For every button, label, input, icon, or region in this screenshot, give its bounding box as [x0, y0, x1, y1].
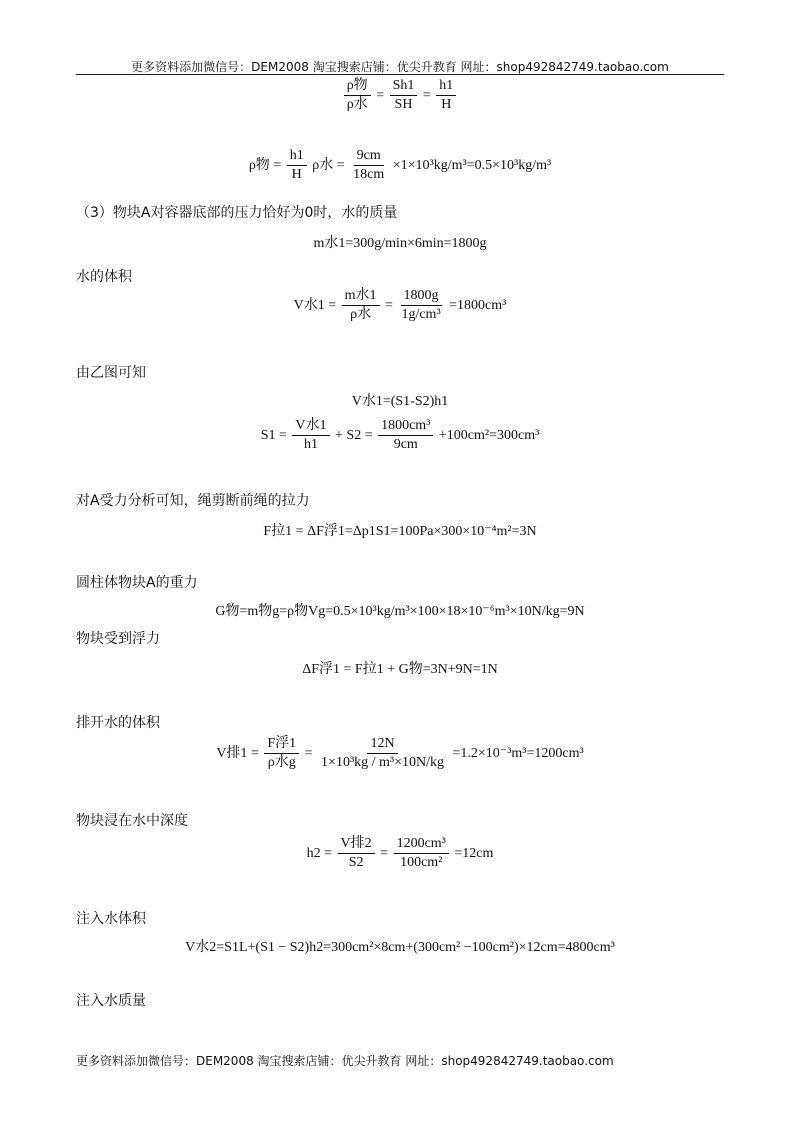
- equation-tension: F拉1 = ΔF浮1=Δp1S1=100Pa×300×10⁻⁴m²=3N: [263, 524, 537, 539]
- numerator: 1800g: [401, 288, 442, 306]
- equation-object-density: ρ物 = $\frac{h1}{H}$ ρ水 = $\frac{9cm}{18cm}$ ×1×10³kg/m³=0.5×10³kg/m³: [248, 148, 552, 183]
- numerator: 12N: [367, 736, 397, 754]
- result: =1800cm³: [449, 297, 507, 313]
- denominator: SH: [394, 97, 413, 113]
- fraction: [287, 148, 307, 183]
- lhs: V排1: [216, 745, 248, 761]
- denominator: 1g/cm³: [401, 307, 441, 323]
- paragraph: 水的体积: [76, 269, 132, 285]
- denominator: 1×10³kg / m³×10N/kg: [321, 755, 445, 771]
- fraction: [342, 288, 380, 323]
- fraction: [398, 288, 443, 323]
- term: ρ水: [312, 157, 334, 173]
- denominator: ρ水: [346, 97, 368, 113]
- numerator: h1: [436, 78, 456, 96]
- numerator: 1800cm³: [378, 418, 433, 436]
- paragraph: 圆柱体物块A的重力: [76, 575, 198, 591]
- numerator: 9cm: [354, 148, 384, 166]
- lhs: S1: [260, 427, 276, 443]
- header-divider: [76, 74, 724, 75]
- numerator: ρ物: [344, 78, 371, 96]
- numerator: 1200cm³: [394, 836, 449, 854]
- equation-water-volume: V水1 = $\frac{\text{m水1}}{\text{ρ水}}$ = $\frac{1800g}{\text{1g/cm³}}$ =1800cm³: [293, 288, 507, 323]
- denominator: ρ水g: [267, 755, 296, 771]
- page-footer: 更多资料添加微信号：DEM2008 淘宝搜索店铺：优尖升教育 网址：shop492842749.taobao.com: [76, 1054, 614, 1068]
- fraction: [338, 836, 375, 871]
- numerator: V排2: [338, 836, 375, 854]
- fraction: [344, 78, 371, 113]
- fraction: [350, 148, 387, 183]
- equation-density-ratio: [0, 78, 800, 113]
- denominator: 18cm: [353, 167, 385, 183]
- fraction: [378, 418, 433, 453]
- fraction: [264, 736, 299, 771]
- result: ×1×10³kg/m³=0.5×10³kg/m³: [392, 157, 552, 173]
- denominator: h1: [303, 437, 318, 453]
- result: +100cm²=300cm³: [438, 427, 540, 443]
- equals-sign: =: [422, 87, 431, 103]
- denominator: H: [441, 97, 452, 113]
- paragraph: 注入水体积: [76, 911, 146, 927]
- equation-gravity: G物=m物g=ρ物Vg=0.5×10³kg/m³×100×18×10⁻⁶m³×10N/kg=9N: [215, 604, 585, 619]
- equation-injected-volume: V水2=S1L+(S1 − S2)h2=300cm²×8cm+(300cm² −100cm²)×12cm=4800cm³: [185, 940, 615, 955]
- fraction: [292, 418, 329, 453]
- equation-water-mass: m水1=300g/min×6min=1800g: [313, 236, 487, 251]
- lhs: ρ物: [248, 157, 270, 173]
- denominator: H: [291, 167, 302, 183]
- denominator: 9cm: [393, 437, 418, 453]
- result: =12cm: [454, 845, 494, 861]
- equation-volume-relation: V水1=(S1-S2)h1: [351, 394, 449, 409]
- paragraph: 排开水的体积: [76, 715, 160, 731]
- paragraph: 物块受到浮力: [76, 631, 160, 647]
- numerator: Sh1: [390, 78, 418, 96]
- equation-buoyancy: ΔF浮1 = F拉1 + G物=3N+9N=1N: [302, 662, 498, 677]
- paragraph: 由乙图可知: [76, 365, 146, 381]
- numerator: h1: [287, 148, 307, 166]
- denominator: S2: [348, 855, 364, 871]
- lhs: h2: [306, 845, 321, 861]
- page-header: 更多资料添加微信号：DEM2008 淘宝搜索店铺：优尖升教育 网址：shop492842749.taobao.com: [131, 60, 669, 74]
- paragraph: 对A受力分析可知，绳剪断前绳的拉力: [76, 493, 310, 509]
- numerator: F浮1: [264, 736, 299, 754]
- equation-area: S1 = $\frac{\text{V水1}}{h1}$ + S2 = $\frac{\text{1800cm³}}{9cm}$ +100cm²=300cm³: [260, 418, 540, 453]
- denominator: 100cm²: [400, 855, 443, 871]
- equation-immersion-depth: h2 = $\frac{\text{V排2}}{S2}$ = $\frac{\text{1200cm³}}{\text{100cm²}}$ =12cm: [306, 836, 494, 871]
- paragraph: 注入水质量: [76, 993, 146, 1009]
- fraction: [394, 836, 449, 871]
- denominator: ρ水: [350, 307, 372, 323]
- fraction: [390, 78, 418, 113]
- result: =1.2×10⁻³m³=1200cm³: [452, 745, 584, 761]
- term: + S2 =: [335, 427, 373, 443]
- fraction: [436, 78, 456, 113]
- equation-displaced-volume: V排1 = $\frac{\text{F浮1}}{\text{ρ水g}}$ = $\frac{12N}{\text{1×10³kg / m³×10N/kg}}$ =1.2×10⁻³m³=1200cm³: [216, 736, 584, 771]
- paragraph: 物块浸在水中深度: [76, 813, 188, 829]
- equals-sign: =: [376, 87, 385, 103]
- lhs: V水1: [293, 297, 325, 313]
- fraction: [318, 736, 447, 771]
- numerator: V水1: [292, 418, 329, 436]
- paragraph: （3）物块A对容器底部的压力恰好为0时，水的质量: [76, 205, 398, 221]
- numerator: m水1: [342, 288, 380, 306]
